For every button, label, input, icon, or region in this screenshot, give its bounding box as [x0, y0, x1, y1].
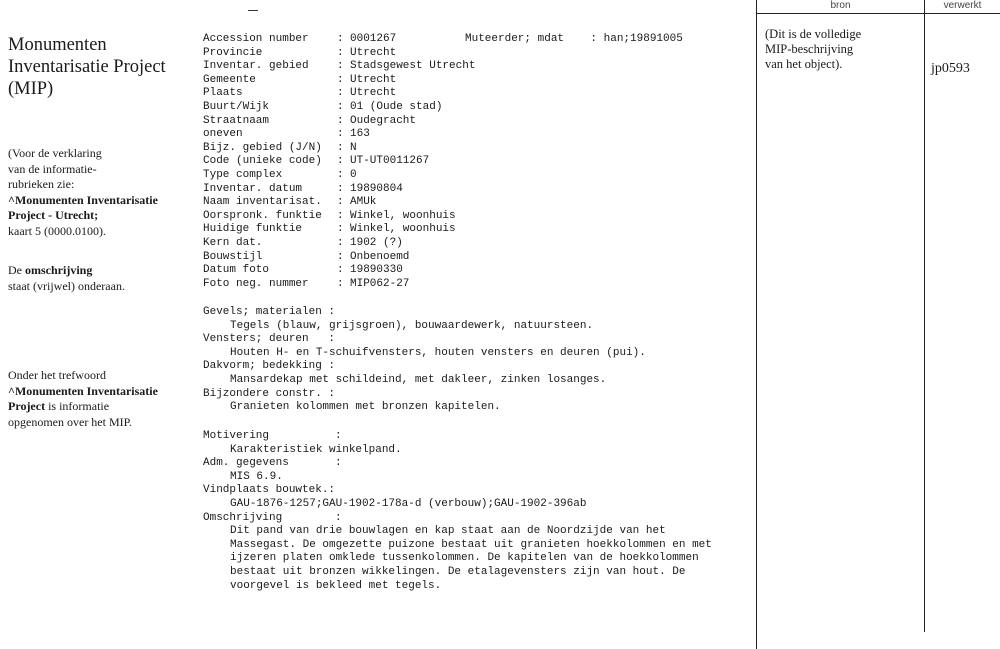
- field-label: Huidige funktie: [203, 223, 303, 236]
- field-label: Gemeente: [203, 73, 256, 86]
- record-field-row: [203, 47, 475, 61]
- section-text: Granieten kolommen met bronzen kapitelen.: [230, 401, 501, 414]
- field-value: Winkel, woonhuis: [350, 209, 456, 222]
- note-text: staat (vrijwel) onderaan.: [8, 278, 125, 293]
- record-field-row: [203, 210, 475, 224]
- section-heading: Bijzondere constr. :: [203, 387, 336, 400]
- field-value: Utrecht: [350, 46, 397, 59]
- field-separator: :: [337, 209, 344, 222]
- description-note: [8, 263, 193, 294]
- motivation-sections: [203, 430, 712, 593]
- construction-sections: [203, 306, 646, 415]
- field-separator: :: [337, 196, 344, 209]
- field-separator: :: [337, 100, 344, 113]
- record-field-row: [203, 264, 475, 278]
- field-value: Stadsgewest Utrecht: [350, 60, 476, 73]
- field-separator: :: [337, 168, 344, 181]
- field-label: Provincie: [203, 46, 263, 59]
- field-separator: :: [337, 87, 344, 100]
- note-keyword: omschrijving: [25, 263, 93, 277]
- record-field-row: [203, 169, 475, 183]
- source-line: (Dit is de volledige: [765, 27, 862, 41]
- left-title: Monumenten Inventarisatie Project (MIP): [8, 35, 166, 99]
- field-separator: :: [337, 114, 344, 127]
- section-text: Dit pand van drie bouwlagen en kap staat aan de Noordzijde van het: [230, 525, 666, 538]
- field-label: Inventar. gebied: [203, 60, 309, 73]
- field-value: Onbenoemd: [350, 250, 410, 263]
- record-field-row: [203, 196, 475, 210]
- note-text: De: [8, 263, 25, 277]
- field-label: Code (unieke code): [203, 155, 322, 168]
- section-text: Karakteristiek winkelpand.: [230, 443, 402, 456]
- field-separator: :: [337, 73, 344, 86]
- field-value: 19890804: [350, 182, 403, 195]
- field-label: Inventar. datum: [203, 182, 303, 195]
- field-label: Type complex: [203, 168, 283, 181]
- record-field-row: [203, 278, 475, 292]
- record-field-row: [203, 155, 475, 169]
- section-text: Houten H- en T-schuifvensters, houten vensters en deuren (pui).: [230, 346, 646, 359]
- processed-code: jp0593: [931, 61, 970, 76]
- header-bron: bron: [830, 0, 851, 11]
- field-label: Buurt/Wijk: [203, 100, 270, 113]
- field-label: Bijz. gebied (J/N): [203, 141, 322, 154]
- field-value: Utrecht: [350, 73, 397, 86]
- record-field-row: [203, 237, 475, 251]
- field-label: Oorspronk. funktie: [203, 209, 322, 222]
- record-field-row: [203, 115, 475, 129]
- section-text: voorgevel is bekleed met tegels.: [230, 579, 442, 592]
- section-heading: Dakvorm; bedekking :: [203, 360, 336, 373]
- field-separator: :: [337, 60, 344, 73]
- field-separator: :: [337, 277, 344, 290]
- section-text: ijzeren platen omklede tussenkolommen. De kapitelen van de hoekkolommen: [230, 552, 699, 565]
- section-text: Tegels (blauw, grijsgroen), bouwaardewerk, natuursteen.: [230, 319, 594, 332]
- section-text: GAU-1876-1257;GAU-1902-178a-d (verbouw);GAU-1902-396ab: [230, 497, 587, 510]
- note-keyword: Project: [8, 399, 46, 413]
- field-value: MIP062-27: [350, 277, 410, 290]
- section-heading: Adm. gegevens :: [203, 457, 342, 470]
- field-value: Utrecht: [350, 87, 397, 100]
- field-separator: :: [337, 46, 344, 59]
- keyword-note: [8, 368, 193, 430]
- record-field-row: [203, 33, 475, 47]
- field-value: N: [350, 141, 357, 154]
- reference-title: ^Monumenten Inventarisatie: [8, 192, 158, 207]
- field-value: 163: [350, 128, 370, 141]
- field-separator: :: [337, 236, 344, 249]
- field-value: AMUk: [350, 196, 377, 209]
- explanation-line: (Voor de verklaring: [8, 146, 102, 160]
- field-separator: :: [337, 223, 344, 236]
- section-text: Mansardekap met schildeind, met dakleer, zinken losanges.: [230, 373, 607, 386]
- record-field-row: [203, 128, 475, 142]
- field-value: Winkel, woonhuis: [350, 223, 456, 236]
- field-list: [203, 33, 475, 291]
- top-dash-mark: [248, 10, 258, 11]
- field-separator: :: [337, 264, 344, 277]
- record-field-row: [203, 101, 475, 115]
- field-label: oneven: [203, 128, 243, 141]
- section-text: MIS 6.9.: [230, 470, 283, 483]
- field-value: 19890330: [350, 264, 403, 277]
- reference-title: Project - Utrecht;: [8, 208, 99, 222]
- explanation-line: van de informatie-: [8, 161, 97, 176]
- record-field-row: [203, 142, 475, 156]
- record-fields: [203, 33, 683, 291]
- note-keyword: ^Monumenten Inventarisatie: [8, 383, 158, 398]
- note-text: Onder het trefwoord: [8, 368, 106, 382]
- mutator-field: Muteerder; mdat : han;19891005: [465, 33, 683, 45]
- field-separator: :: [337, 33, 344, 45]
- field-value: UT-UT0011267: [350, 155, 430, 168]
- table-header-rule: [756, 13, 1000, 14]
- record-field-row: [203, 251, 475, 265]
- source-line: van het object).: [765, 57, 843, 71]
- section-text: bestaat uit bronzen wikkelingen. De etalagevensters zijn van hout. De: [230, 565, 686, 578]
- field-value: 01 (Oude stad): [350, 100, 443, 113]
- source-note: [765, 27, 861, 72]
- field-label: Accession number: [203, 33, 309, 45]
- source-line: MIP-beschrijving: [765, 42, 854, 56]
- table-divider-left: [756, 0, 757, 649]
- record-field-row: [203, 183, 475, 197]
- explanation-line: rubrieken zie:: [8, 177, 75, 191]
- section-heading: Omschrijving :: [203, 511, 342, 524]
- field-value: 0: [350, 168, 357, 181]
- section-heading: Motivering :: [203, 430, 342, 442]
- field-label: Naam inventarisat.: [203, 196, 322, 209]
- field-label: Bouwstijl: [203, 250, 263, 263]
- field-label: Plaats: [203, 87, 243, 100]
- record-field-row: [203, 60, 475, 74]
- section-heading: Vensters; deuren :: [203, 333, 336, 346]
- section-text: Massegast. De omgezette puizone bestaat uit granieten hoekkolommen en met: [230, 538, 712, 551]
- field-separator: :: [337, 182, 344, 195]
- header-verwerkt: verwerkt: [943, 0, 982, 11]
- field-value: 1902 (?): [350, 236, 403, 249]
- section-heading: Gevels; materialen :: [203, 306, 336, 318]
- field-label: Straatnaam: [203, 114, 270, 127]
- field-value: Oudegracht: [350, 114, 417, 127]
- field-separator: :: [337, 250, 344, 263]
- record-field-row: [203, 87, 475, 101]
- explanation-block: [8, 146, 193, 239]
- field-separator: :: [337, 128, 344, 141]
- field-label: Kern dat.: [203, 236, 263, 249]
- field-value: 0001267: [350, 33, 397, 45]
- note-text: is informatie: [45, 399, 110, 413]
- field-separator: :: [337, 141, 344, 154]
- section-heading: Vindplaats bouwtek.:: [203, 484, 336, 497]
- table-divider-right: [924, 0, 925, 632]
- record-field-row: [203, 223, 475, 237]
- record-field-row: [203, 74, 475, 88]
- note-text: opgenomen over het MIP.: [8, 414, 132, 429]
- reference-card: kaart 5 (0000.0100).: [8, 223, 106, 238]
- field-separator: :: [337, 155, 344, 168]
- field-label: Datum foto: [203, 264, 270, 277]
- field-label: Foto neg. nummer: [203, 277, 309, 290]
